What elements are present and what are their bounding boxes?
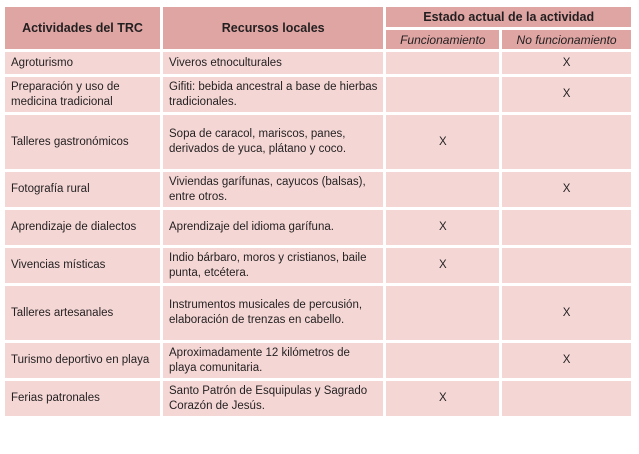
functioning-cell: X bbox=[386, 381, 499, 416]
activity-cell: Talleres gastronómicos bbox=[5, 115, 160, 169]
header-functioning: Funcionamiento bbox=[386, 30, 499, 49]
resource-cell: Santo Patrón de Esquipulas y Sagrado Corazón de Jesús. bbox=[163, 381, 383, 416]
activity-cell: Aprendizaje de dialectos bbox=[5, 210, 160, 245]
header-status: Estado actual de la actividad bbox=[386, 7, 631, 27]
activity-cell: Talleres artesanales bbox=[5, 286, 160, 340]
table-row bbox=[5, 210, 631, 245]
functioning-cell: X bbox=[386, 210, 499, 245]
functioning-cell bbox=[386, 172, 499, 207]
activity-cell: Vivencias místicas bbox=[5, 248, 160, 283]
table-row bbox=[5, 248, 631, 283]
resource-cell: Aprendizaje del idioma garífuna. bbox=[163, 210, 383, 245]
not-functioning-cell bbox=[502, 248, 631, 283]
not-functioning-cell: X bbox=[502, 286, 631, 340]
activity-cell: Agroturismo bbox=[5, 52, 160, 74]
functioning-cell: X bbox=[386, 115, 499, 169]
header-not-functioning: No funcionamiento bbox=[502, 30, 631, 49]
header-resources: Recursos locales bbox=[163, 7, 383, 49]
functioning-cell bbox=[386, 343, 499, 378]
resource-cell: Instrumentos musicales de percusión, elaboración de trenzas en cabello. bbox=[163, 286, 383, 340]
not-functioning-cell: X bbox=[502, 77, 631, 112]
activity-cell: Preparación y uso de medicina tradicional bbox=[5, 77, 160, 112]
not-functioning-cell bbox=[502, 115, 631, 169]
functioning-cell bbox=[386, 286, 499, 340]
functioning-cell bbox=[386, 77, 499, 112]
not-functioning-cell: X bbox=[502, 172, 631, 207]
activities-table bbox=[2, 4, 634, 419]
activity-cell: Ferias patronales bbox=[5, 381, 160, 416]
resource-cell: Viveros etnoculturales bbox=[163, 52, 383, 74]
functioning-cell bbox=[386, 52, 499, 74]
resource-cell: Viviendas garífunas, cayucos (balsas), entre otros. bbox=[163, 172, 383, 207]
table-row bbox=[5, 115, 631, 169]
resource-cell: Gifiti: bebida ancestral a base de hierbas tradicionales. bbox=[163, 77, 383, 112]
not-functioning-cell: X bbox=[502, 52, 631, 74]
table-row bbox=[5, 77, 631, 112]
not-functioning-cell bbox=[502, 210, 631, 245]
resource-cell: Sopa de caracol, mariscos, panes, derivados de yuca, plátano y coco. bbox=[163, 115, 383, 169]
not-functioning-cell: X bbox=[502, 343, 631, 378]
resource-cell: Indio bárbaro, moros y cristianos, baile punta, etcétera. bbox=[163, 248, 383, 283]
activity-cell: Fotografía rural bbox=[5, 172, 160, 207]
table-row bbox=[5, 52, 631, 74]
table-row bbox=[5, 381, 631, 416]
functioning-cell: X bbox=[386, 248, 499, 283]
table-row bbox=[5, 172, 631, 207]
table-row bbox=[5, 343, 631, 378]
resource-cell: Aproximadamente 12 kilómetros de playa comunitaria. bbox=[163, 343, 383, 378]
activity-cell: Turismo deportivo en playa bbox=[5, 343, 160, 378]
table-row bbox=[5, 286, 631, 340]
not-functioning-cell bbox=[502, 381, 631, 416]
header-activities: Actividades del TRC bbox=[5, 7, 160, 49]
